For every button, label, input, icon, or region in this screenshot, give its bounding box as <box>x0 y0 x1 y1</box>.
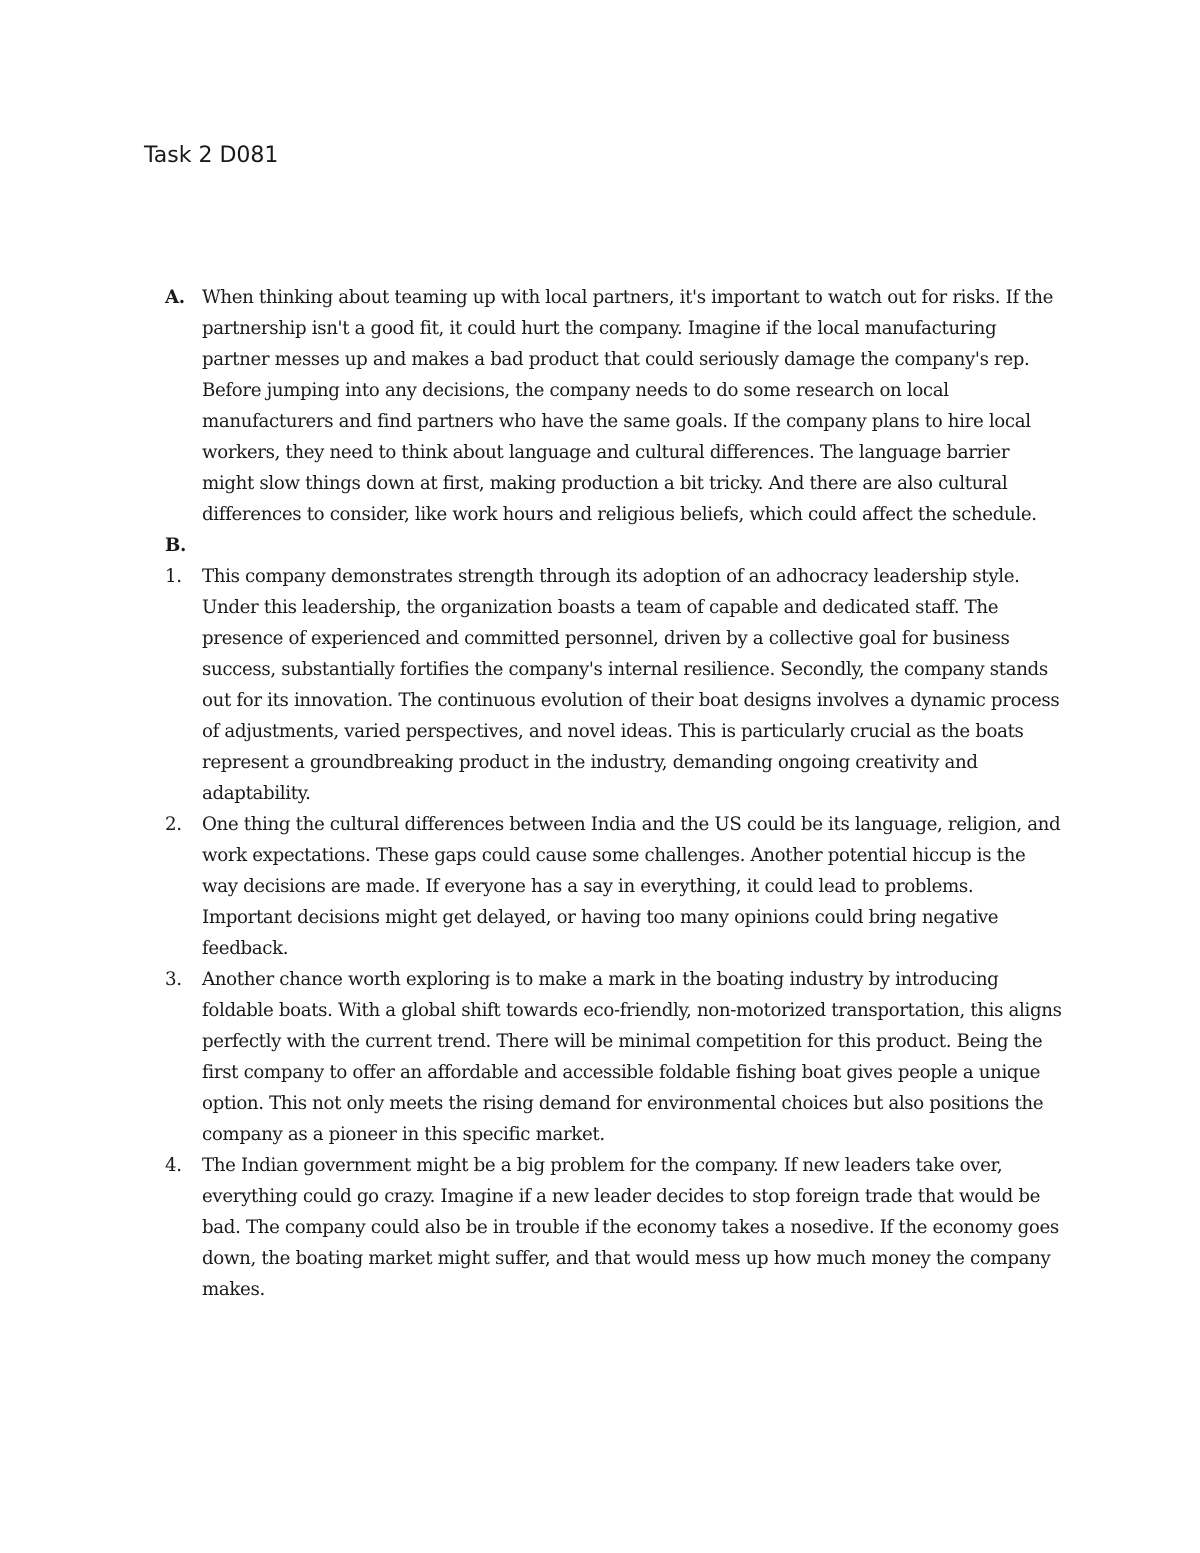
section-a <box>165 282 1065 530</box>
list-item-4-text: The Indian government might be a big problem for the company. If new leaders take over, everything could go crazy. Imagine if a new leader decides to stop foreign trade that would be bad. The company could also be in trouble if the economy takes a nosedive. If the economy goes down, the boating market might suffer, and that would mess up how much money the company makes. <box>202 1155 1059 1300</box>
document-title: Task 2 D081 <box>144 143 279 168</box>
list-item-2-text: One thing the cultural differences between India and the US could be its language, religion, and work expectations. These gaps could cause some challenges. Another potential hiccup is the way decisions are made. If everyone has a say in everything, it could lead to problems. Important decisions might get delayed, or having too many opinions could bring negative feedback. <box>202 814 1061 959</box>
document-body <box>165 282 1065 1305</box>
list-item-1-text: This company demonstrates strength through its adoption of an adhocracy leadership style. Under this leadership, the organization boasts a team of capable and dedicated staff. The presence of experienced and committed personnel, driven by a collective goal for business success, substantially fortifies the company's internal resilience. Secondly, the company stands out for its innovation. The continuous evolution of their boat designs involves a dynamic process of adjustments, varied perspectives, and novel ideas. This is particularly crucial as the boats represent a groundbreaking product in the industry, demanding ongoing creativity and adaptability. <box>202 566 1060 804</box>
list-item-3-marker: 3. <box>165 969 182 990</box>
list-item-4-marker: 4. <box>165 1155 182 1176</box>
list-item-1-marker: 1. <box>165 566 182 587</box>
list-item-2-marker: 2. <box>165 814 182 835</box>
list-item-4 <box>165 1150 1065 1305</box>
list-item-2 <box>165 809 1065 964</box>
list-item-3-text: Another chance worth exploring is to make a mark in the boating industry by introducing foldable boats. With a global shift towards eco-friendly, non-motorized transportation, this aligns perfectly with the current trend. There will be minimal competition for this product. Being the first company to offer an affordable and accessible foldable fishing boat gives people a unique option. This not only meets the rising demand for environmental choices but also positions the company as a pioneer in this specific market. <box>202 969 1062 1145</box>
list-item-1 <box>165 561 1065 809</box>
section-a-text: When thinking about teaming up with local partners, it's important to watch out for risks. If the partnership isn't a good fit, it could hurt the company. Imagine if the local manufacturing partner messes up and makes a bad product that could seriously damage the company's rep. Before jumping into any decisions, the company needs to do some research on local manufacturers and find partners who have the same goals. If the company plans to hire local workers, they need to think about language and cultural differences. The language barrier might slow things down at first, making production a bit tricky. And there are also cultural differences to consider, like work hours and religious beliefs, which could affect the schedule. <box>202 287 1054 525</box>
section-b-marker: B. <box>165 535 187 556</box>
list-item-3 <box>165 964 1065 1150</box>
section-a-marker: A. <box>165 287 185 308</box>
